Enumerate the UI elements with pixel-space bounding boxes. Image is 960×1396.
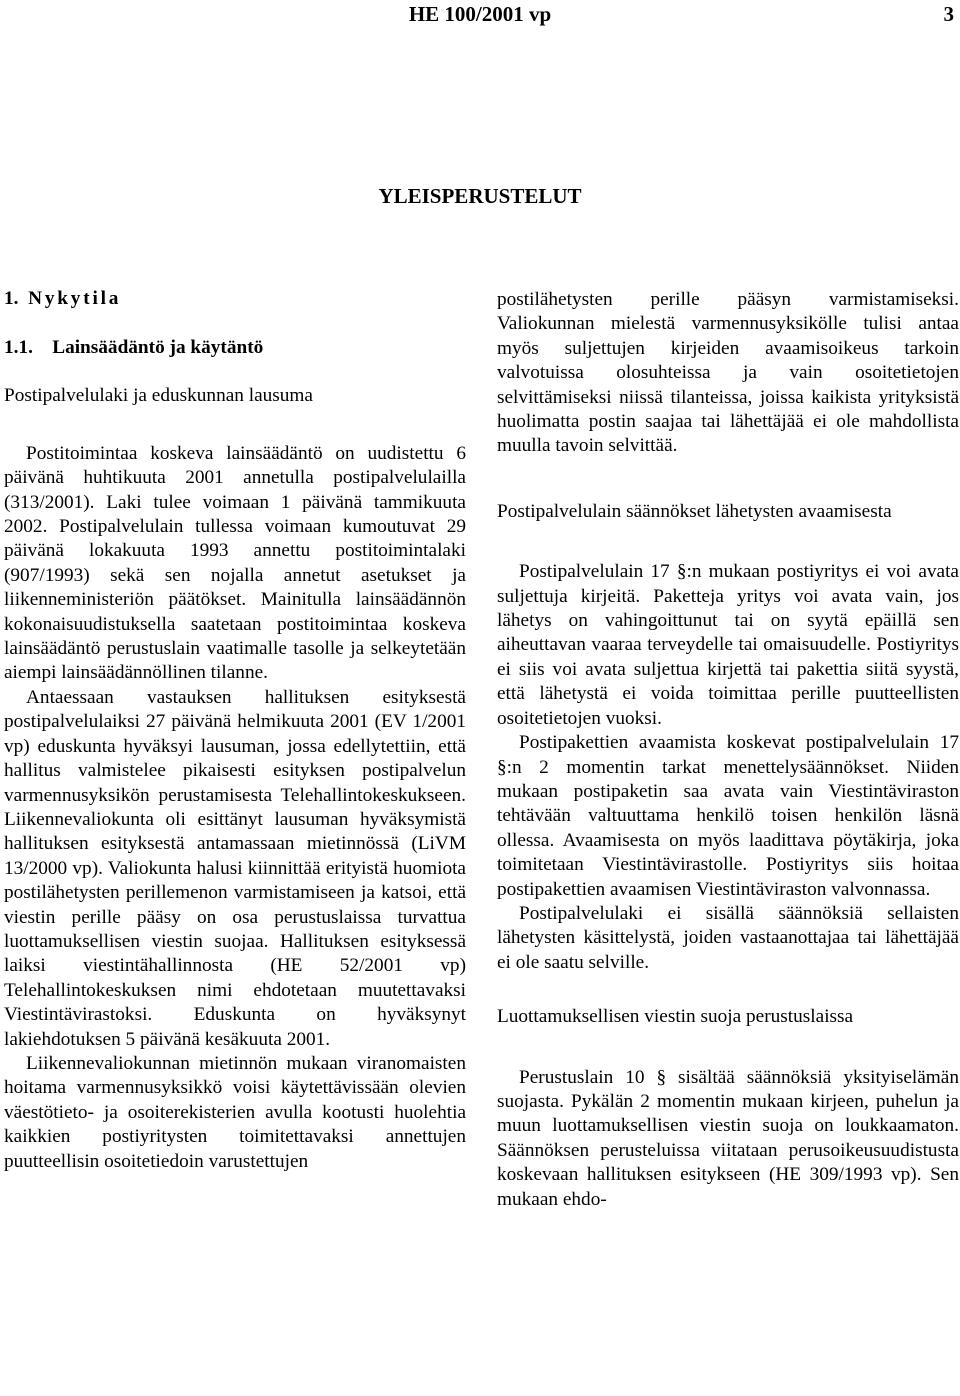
right-column: [497, 288, 959, 1212]
paragraph: postilähetysten perille pääsyn varmistamiseksi. Valiokunnan mielestä varmennusyksikölle tulisi antaa myös suljettujen kirjeiden avaamisoikeus tarkoin valvotuissa olosuhteissa ja vain osoitetietojen selvittämiseksi niissä tilanteissa, joissa kaikista yrityksistä huolimatta postin saajaa tai lähettäjää ei ole mahdollista muulla tavoin selvittää.: [497, 289, 959, 457]
subheading-postipalvelulaki: Postipalvelulaki ja eduskunnan lausuma: [4, 385, 313, 407]
paragraph: Perustuslain 10 § sisältää säännöksiä yksityiselämän suojasta. Pykälän 2 momentin mukaan kirjeen, puhelun ja muun luottamuksellisen viestin suoja on loukkaamaton. Säännöksen perusteluissa viitataan perusoikeusuudistusta koskevaan hallituksen esitykseen (HE 309/1993 vp). Sen mukaan ehdo-: [497, 1066, 959, 1210]
document-id: HE 100/2001 vp: [408, 2, 552, 26]
section-title: YLEISPERUSTELUT: [378, 184, 582, 208]
paragraph: Postipakettien avaamista koskevat postipalvelulain 17 §:n 2 momentin tarkat menettelysäännökset. Niiden mukaan postipaketin saa avata vain Viestintäviraston tehtävään valtuuttama henkilö toisen henkilön läsnä ollessa. Avaamisesta on myös laadittava pöytäkirja, joka toimitetaan Viestintävirastolle. Postiyritys siis hoitaa postipakettien avaamisen Viestintäviraston valvonnassa.: [497, 732, 959, 900]
subheading-lainsaadanto: 1.1. Lainsäädäntö ja käytäntö: [4, 337, 264, 358]
paragraph: Postipalvelulain 17 §:n mukaan postiyritys ei voi avata suljettuja kirjeitä. Paketteja yritys voi avata vain, jos lähetys on vahingoittunut tai on syytä epäillä sen aiheuttavan vaaraa terveydelle tai omaisuudelle. Postiyritys ei siis voi avata suljettua kirjettä tai pakettia siitä syystä, että lähetystä ei voida toimittaa perille puutteellisten osoitetietojen vuoksi.: [497, 561, 959, 729]
paragraph: Postipalvelulaki ei sisällä säännöksiä sellaisten lähetysten käsittelystä, joiden vastaanottajaa tai lähettäjää ei ole saatu selville.: [497, 902, 959, 973]
page-number: 3: [943, 2, 954, 26]
left-column: [4, 287, 466, 1174]
paragraph: Liikennevaliokunnan mietinnön mukaan viranomaisten hoitama varmennusyksikkö voisi käytettävissään olevien väestötieto- ja osoiterekisterien avulla kootusti huolehtia kaikkien postiyritysten toimitettavaksi annettujen puutteellisin osoitetiedoin varustettujen: [4, 1052, 466, 1172]
subheading-avaaminen: Postipalvelulain säännökset lähetysten avaamisesta: [497, 500, 892, 522]
heading-number: 1.: [4, 288, 19, 309]
heading-nykytila: [4, 287, 466, 311]
heading-text: Nykytila: [28, 288, 122, 309]
page-header: [0, 0, 960, 32]
paragraph: Antaessaan vastauksen hallituksen esityksestä postipalvelulaiksi 27 päivänä helmikuuta 2001 (EV 1/2001 vp) eduskunta hyväksyi lausuman, jossa edellytettiin, että hallitus valmistelee pikaisesti esityksen postipalvelun varmennusyksikön perustamisesta Telehallintokeskukseen. Liikennevaliokunta oli esittänyt lausuman hyväksymistä hallituksen esityksestä antamassaan mietinnössä (LiVM 13/2000 vp). Valiokunta halusi kiinnittää erityistä huomiota postilähetysten perillemenon varmistamiseen ja katsoi, että viestin perille pääsy on osa perustuslaissa turvattua luottamuksellisen viestin suojaa. Hallituksen esityksessä laiksi viestintähallinnosta (HE 52/2001 vp) Telehallintokeskuksen nimi ehdotetaan muutettavaksi Viestintävirastoksi. Eduskunta on hyväksynyt lakiehdotuksen 5 päivänä kesäkuuta 2001.: [4, 686, 466, 1050]
paragraph: Postitoimintaa koskeva lainsäädäntö on uudistettu 6 päivänä huhtikuuta 2001 annetulla postipalvelulailla (313/2001). Laki tulee voimaan 1 päivänä tammikuuta 2002. Postipalvelulain tullessa voimaan kumoutuvat 29 päivänä lokakuuta 1993 annettu postitoimintalaki (907/1993) sekä sen nojalla annetut asetukset ja liikenneministeriön päätökset. Mainitulla lainsäädännön kokonaisuudistuksella saatetaan postitoimintaa koskeva lainsäädäntö perustuslain vaatimalle tasolle ja selkeytetään aiempi lainsäädännöllinen tilanne.: [4, 442, 466, 684]
subheading-luottamuksellinen: Luottamuksellisen viestin suoja perustuslaissa: [497, 1006, 854, 1028]
